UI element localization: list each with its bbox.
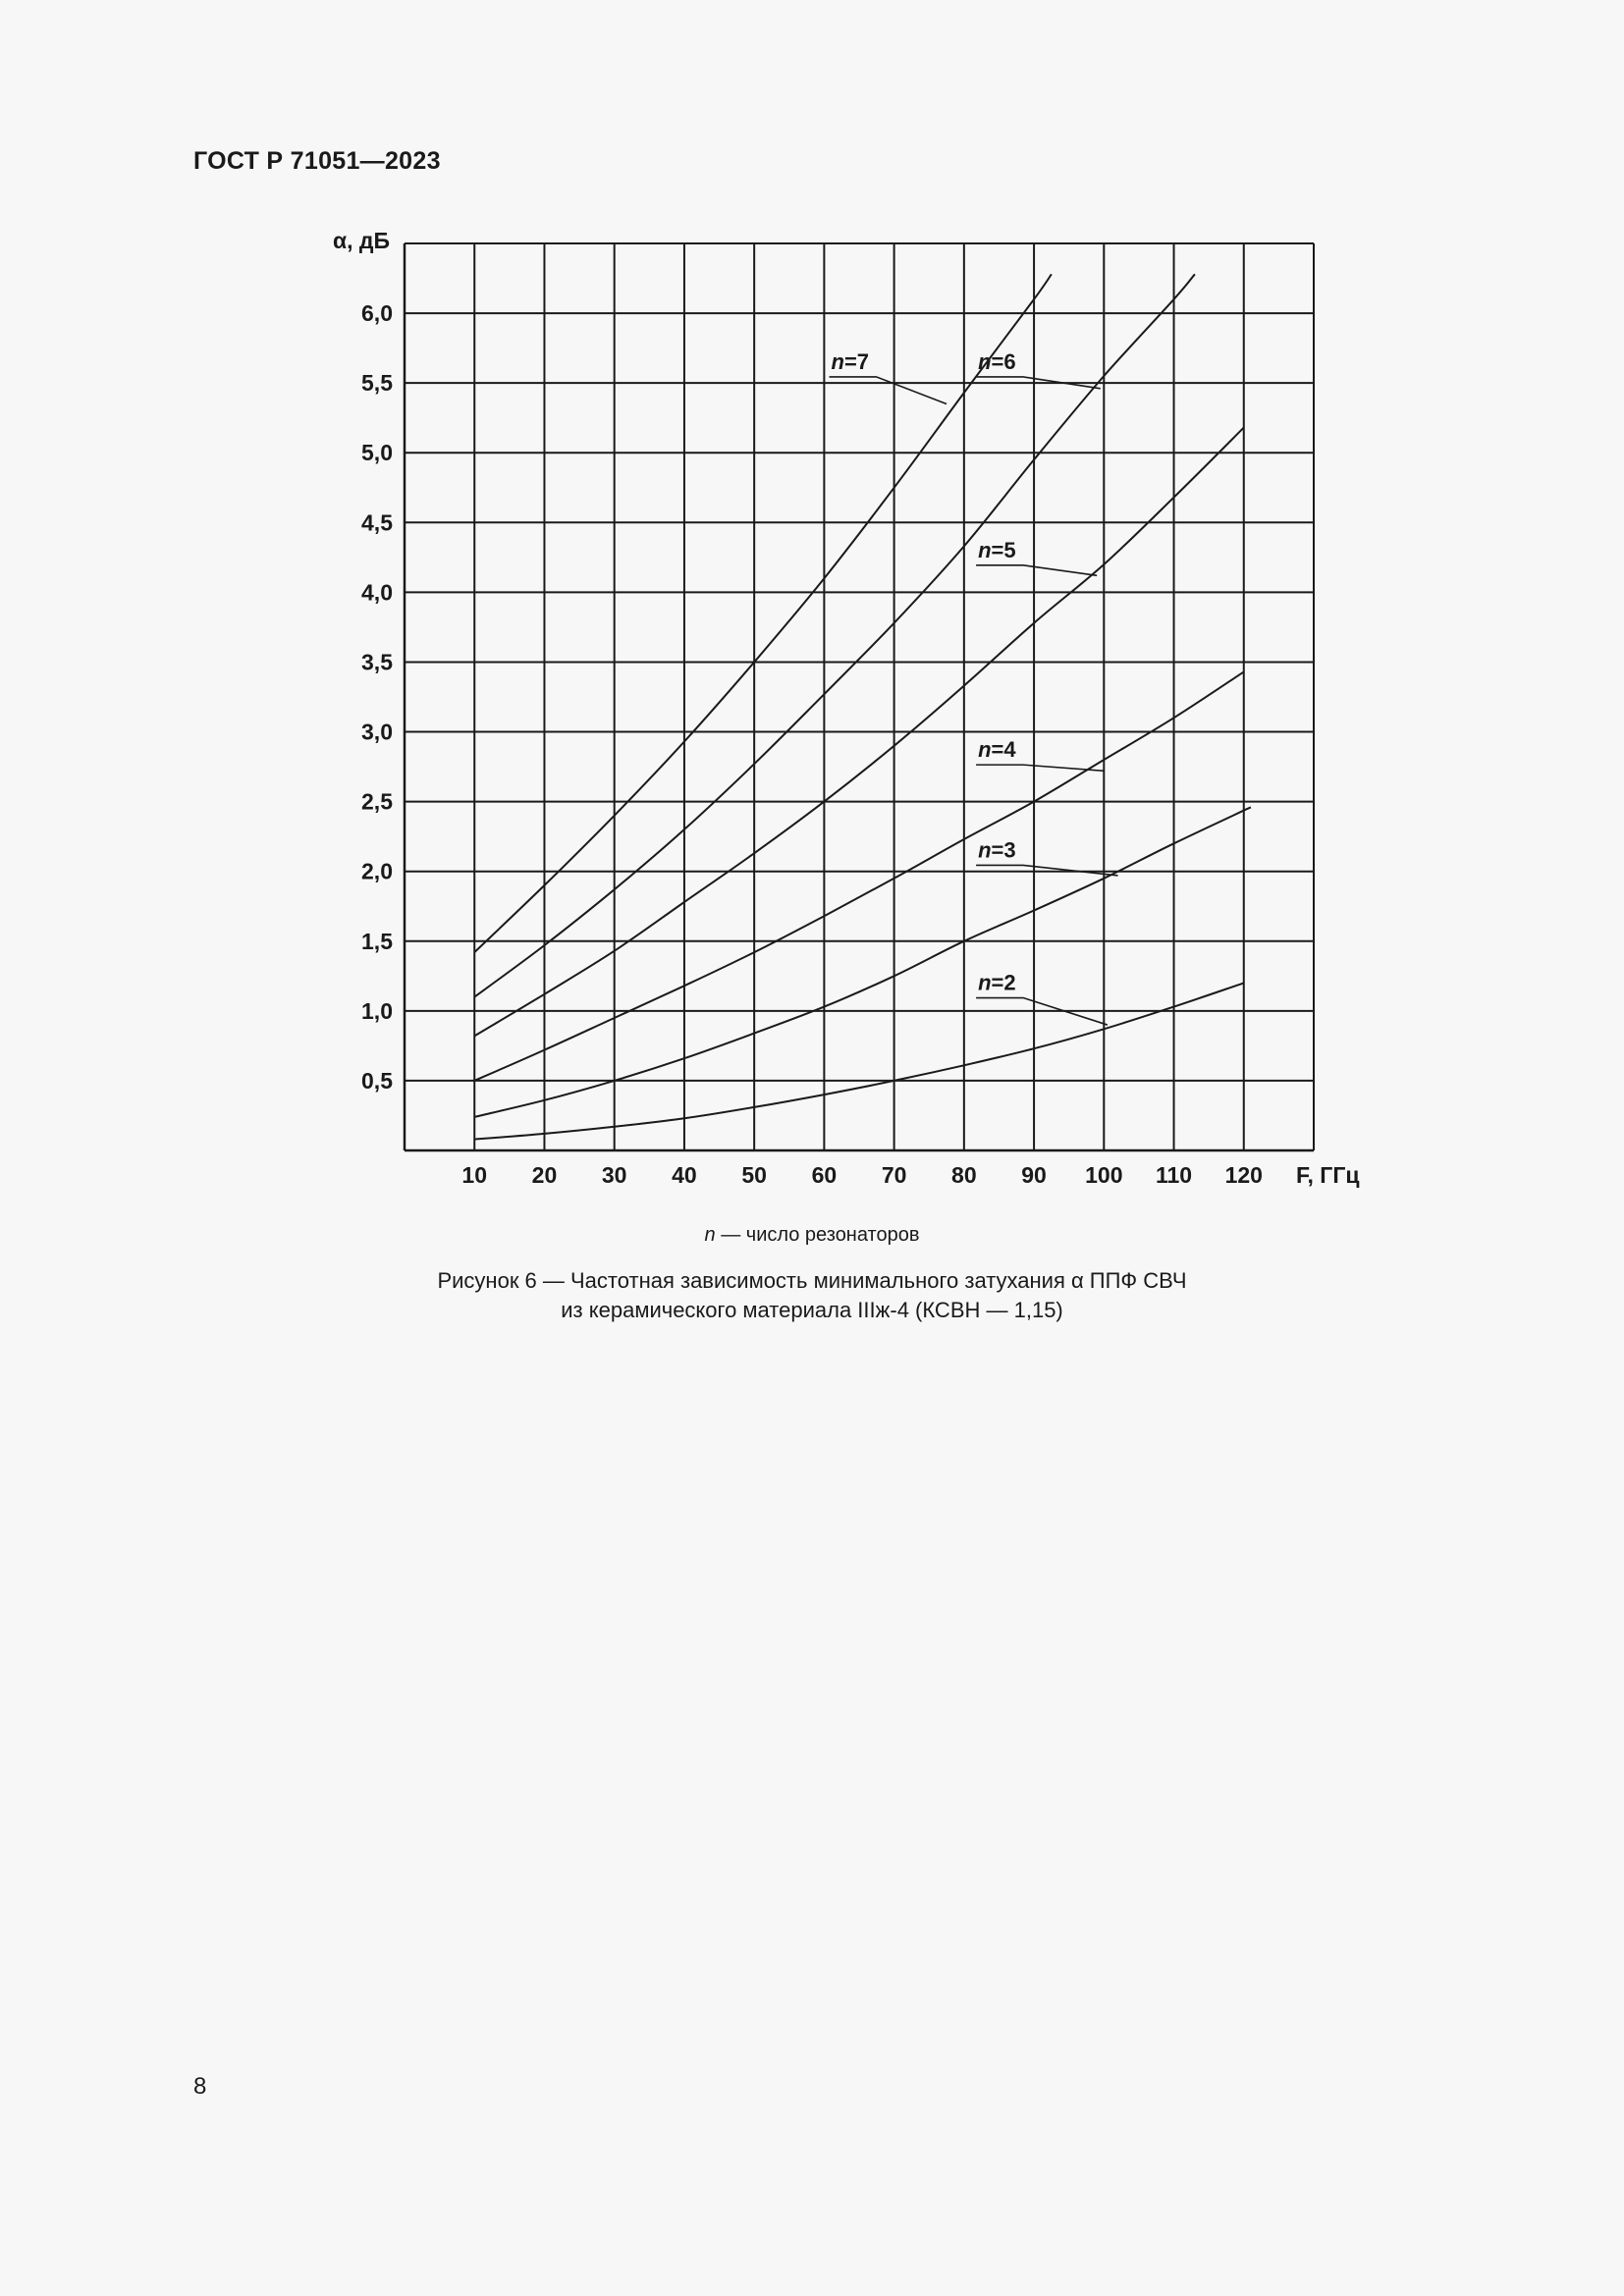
grid [405,243,1314,1150]
x-tick-label: 10 [461,1162,488,1188]
y-tick-label: 3,5 [361,649,393,675]
x-tick-label: 70 [881,1162,907,1188]
series-label-value: =5 [991,537,1016,562]
legend-symbol: n [704,1224,716,1246]
series-label-symbol: n [978,970,992,995]
x-tick-label: 90 [1021,1162,1047,1188]
x-tick-label: 120 [1224,1162,1263,1188]
y-tick-label: 5,0 [361,440,393,466]
x-tick-label: 30 [601,1162,627,1188]
series-label-value: =4 [991,737,1016,763]
series-label-symbol: n [978,348,992,374]
x-tick-label: 20 [531,1162,558,1188]
y-tick-label: 5,5 [361,370,393,397]
y-tick-label: 4,5 [361,509,393,536]
series-label-n4 [978,737,1016,762]
page-number: 8 [193,2073,207,2100]
label-leader-n7 [830,377,947,404]
y-tick-label: 2,0 [361,858,393,884]
x-tick-label: 40 [672,1162,697,1188]
tick-labels [361,300,1263,1188]
figure-caption [0,1266,1624,1325]
y-tick-label: 1,5 [361,928,393,954]
curve-n3 [474,807,1251,1117]
document-header: ГОСТ Р 71051—2023 [193,147,441,175]
x-tick-label: 100 [1085,1162,1123,1188]
curve-n4 [474,671,1244,1081]
series-label-symbol: n [831,348,844,374]
label-leader-n5 [976,565,1097,575]
series-label-n7 [832,349,870,374]
series-label-symbol: n [978,837,992,863]
y-axis-label: α, дБ [333,228,391,253]
series-label-value: =6 [991,348,1016,374]
x-tick-label: 80 [951,1162,977,1188]
y-tick-label: 0,5 [361,1067,393,1094]
x-tick-label: 60 [811,1162,838,1188]
curves [474,274,1251,1139]
y-tick-label: 2,5 [361,788,393,815]
series-label-value: =2 [991,970,1016,995]
x-tick-label: 110 [1155,1162,1193,1188]
y-tick-label: 6,0 [361,300,393,327]
legend-text: — число резонаторов [715,1224,920,1246]
x-tick-label: 50 [741,1162,767,1188]
curve-n2 [474,983,1244,1139]
series-label-value: =7 [843,348,870,374]
series-label-n5 [978,538,1016,562]
caption-line-1: Рисунок 6 — Частотная зависимость минимального затухания α ППФ СВЧ [437,1268,1187,1293]
series-label-n3 [978,837,1016,862]
x-axis-label: F, ГГц [1296,1162,1360,1188]
series-label-symbol: n [978,737,992,763]
series-label-symbol: n [978,537,992,562]
series-label-n2 [978,971,1016,995]
y-tick-label: 4,0 [361,579,393,606]
legend-note [0,1224,1624,1247]
label-leader-n4 [976,765,1104,771]
series-label-value: =3 [991,837,1016,863]
series-label-n6 [978,349,1016,374]
y-tick-label: 1,0 [361,997,393,1024]
y-tick-label: 3,0 [361,719,393,745]
caption-line-2: из керамического материала IIIж-4 (КСВН — 1,15) [561,1298,1063,1322]
